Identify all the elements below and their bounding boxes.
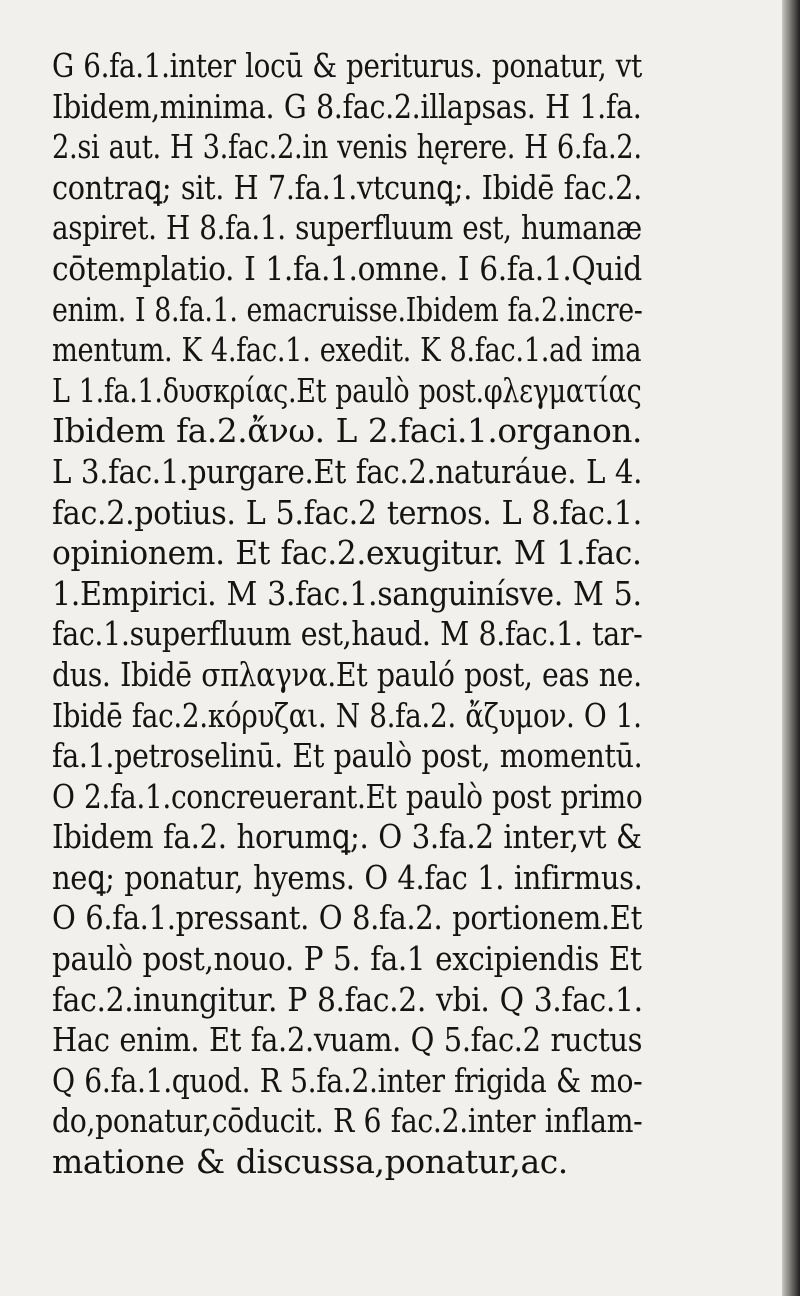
text-line: cōtemplatio. I 1.fa.1.omne. I 6.fa.1.Quid bbox=[52, 248, 642, 288]
text-line: do,ponatur,cōducit. R 6 fac.2.inter inflam- bbox=[52, 1101, 643, 1141]
text-line: aspiret. H 8.fa.1. superfluum est, humanæ bbox=[52, 208, 642, 248]
errata-text-block bbox=[52, 46, 642, 1183]
text-line: L 1.fa.1.δυσκρίας.Et paulò post.φλεγματίας bbox=[52, 370, 642, 410]
text-line: Q 6.fa.1.quod. R 5.fa.2.inter frigida & mo- bbox=[52, 1060, 643, 1100]
text-line: Hac enim. Et fa.2.vuam. Q 5.fac.2 ructus bbox=[52, 1020, 643, 1060]
text-line: O 2.fa.1.concreuerant.Et paulò post primo bbox=[52, 776, 643, 816]
text-line: Ibidem fa.2. horumꝗ;. O 3.fa.2 inter,vt & bbox=[52, 817, 642, 857]
text-line: enim. I 8.fa.1. emacruisse.Ibidem fa.2.incre- bbox=[52, 289, 643, 329]
text-line: G 6.fa.1.inter locū & periturus. ponatur, vt bbox=[52, 46, 643, 85]
text-line: mentum. K 4.fac.1. exedit. K 8.fac.1.ad ima bbox=[52, 330, 642, 370]
text-line: dus. Ibidē σπλαγνα.Et pauló post, eas ne. bbox=[52, 654, 642, 694]
text-line: fac.2.inungitur. P 8.fac.2. vbi. Q 3.fac.1. bbox=[52, 979, 643, 1019]
text-line: fac.1.superfluum est,haud. M 8.fac.1. tar- bbox=[52, 614, 643, 654]
text-line: paulò post,nouo. P 5. fa.1 excipiendis Et bbox=[52, 939, 642, 979]
text-line: matione & discussa,ponatur,ac. bbox=[52, 1142, 568, 1182]
text-line: O 6.fa.1.pressant. O 8.fa.2. portionem.Et bbox=[52, 898, 643, 938]
text-line: 1.Empirici. M 3.fac.1.sanguinísve. M 5. bbox=[52, 573, 642, 613]
text-line: fac.2.potius. L 5.fac.2 ternos. L 8.fac.1. bbox=[52, 492, 642, 532]
text-line: contraꝗ; sit. H 7.fa.1.vtcunꝗ;. Ibidē fac.2. bbox=[52, 167, 642, 207]
text-line: fa.1.petroselinū. Et paulò post, momentū. bbox=[52, 736, 643, 776]
text-line: Ibidē fac.2.κόρυζαι. N 8.fa.2. ἄζυμον. O 1. bbox=[52, 695, 642, 735]
page-edge-shadow bbox=[782, 0, 800, 1296]
text-line: Ibidem,minima. G 8.fac.2.illapsas. H 1.fa. bbox=[52, 86, 642, 126]
text-line: 2.si aut. H 3.fac.2.in venis hęrere. H 6.fa.2. bbox=[52, 127, 642, 167]
text-line: neꝗ; ponatur, hyems. O 4.fac 1. infirmus. bbox=[52, 857, 643, 897]
text-line: L 3.fac.1.purgare.Et fac.2.naturáue. L 4. bbox=[52, 451, 643, 491]
text-line: Ibidem fa.2.ἄνω. L 2.faci.1.organon. bbox=[52, 411, 642, 451]
text-line: opinionem. Et fac.2.exugitur. M 1.fac. bbox=[52, 533, 642, 573]
